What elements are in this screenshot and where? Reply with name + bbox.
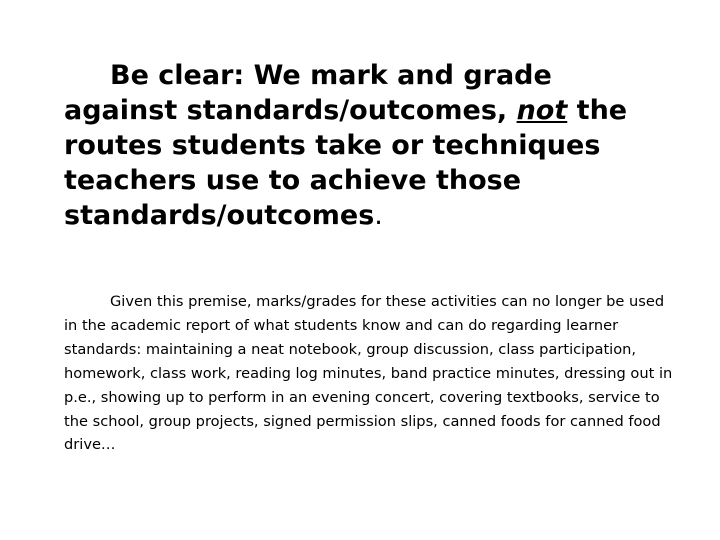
headline-part-1: Be clear: We mark and grade against standards/outcomes, [64,60,552,126]
body-paragraph: Given this premise, marks/grades for these activities can no longer be used in the academic report of what students know and can do regarding learner standards: maintaining a neat notebook, group discussion, class participation, homework, class work, reading log minutes, band practice minutes, dressing out in p.e., showing up to perform in an evening concert, covering textbooks, service to the school, group projects, signed permission slips, canned foods for canned food drive… [64,293,673,454]
headline-part-2: the routes students take or techniques teachers use to achieve those standards/outcomes [64,95,628,231]
headline-period: . [374,200,383,231]
headline [64,58,674,233]
headline-emphasis: not [516,95,568,126]
